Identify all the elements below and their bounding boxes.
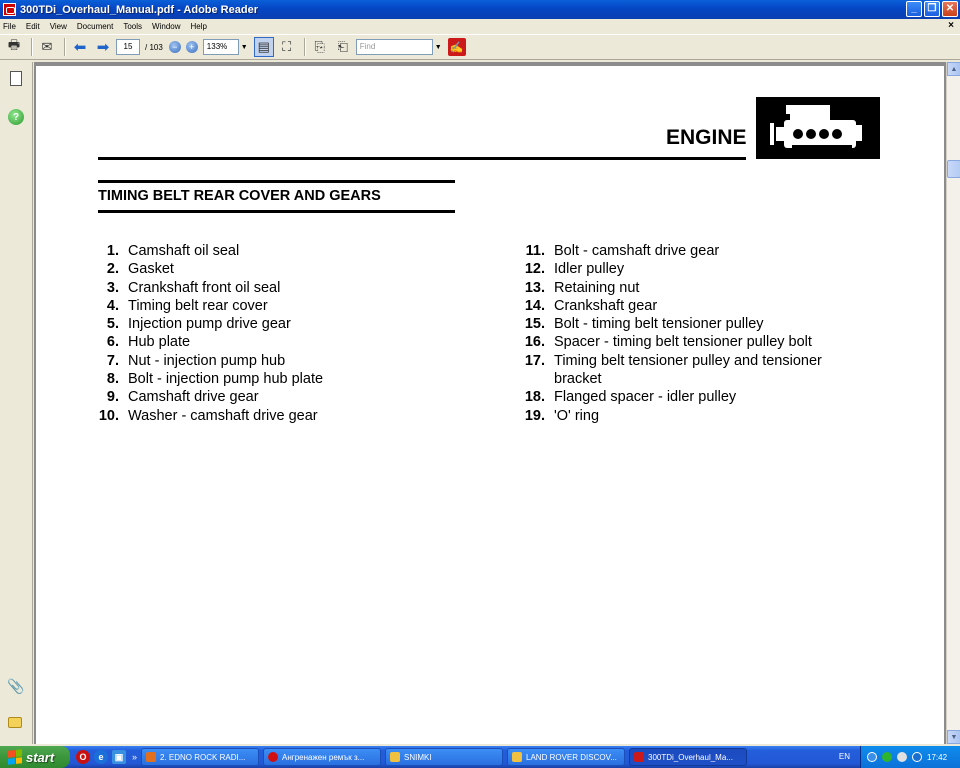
task-label: SNIMKI [404,752,432,762]
item-number: 3. [106,279,119,296]
item-number: 2. [106,261,119,278]
engine-logo-icon [756,97,880,159]
item-number: 5. [106,316,119,333]
parts-list-right [524,242,864,425]
menu-file[interactable]: File [3,22,16,31]
adobe-reader-icon [3,3,16,16]
opera-icon[interactable]: O [76,750,90,764]
close-document-button[interactable]: × [948,20,954,31]
minimize-button[interactable]: _ [906,1,922,17]
item-text: Washer - camshaft drive gear [128,407,318,424]
item-text: Injection pump drive gear [128,316,291,333]
item-text: Timing belt tensioner pulley and tensioner bracket [554,352,822,388]
scroll-down-icon[interactable]: ▼ [947,730,960,744]
item-number: 4. [106,297,119,314]
item-text: Camshaft drive gear [128,389,259,406]
list-item [98,242,478,260]
item-text: Nut - injection pump hub [128,352,286,369]
item-text: Spacer - timing belt tensioner pulley bolt [554,334,812,351]
fit-width-icon[interactable]: ▤ [254,37,274,57]
item-number: 10. [98,407,119,424]
scroll-thumb[interactable] [947,160,960,178]
page-total: / 103 [145,42,163,52]
zoom-input[interactable]: 133% [203,39,239,55]
item-number: 13. [524,279,545,296]
item-number: 14. [524,297,545,314]
internet-explorer-icon[interactable]: e [94,750,108,764]
list-item [98,279,478,297]
attachment-icon[interactable]: 📎 [7,677,25,694]
navigation-pane [0,62,33,744]
taskbar [0,746,960,768]
menu-edit[interactable]: Edit [25,22,40,31]
task-snimki-folder[interactable] [385,748,503,766]
item-text: Bolt - timing belt tensioner pulley [554,316,764,333]
fit-page-icon[interactable]: ⛶ [282,39,292,54]
section-rule-bottom [98,210,455,213]
list-item [524,315,864,333]
adobe-reader-icon [634,752,644,762]
previous-page-icon[interactable]: ⬅ [73,39,87,56]
task-land-rover-folder[interactable] [507,748,625,766]
item-number: 18. [524,389,545,406]
bluetooth-icon[interactable] [912,752,922,762]
help-icon[interactable]: ? [8,109,24,125]
item-text: Crankshaft front oil seal [128,279,281,296]
parts-list-left [98,242,478,425]
item-text: 'O' ring [554,407,600,424]
item-text: Timing belt rear cover [128,297,268,314]
start-label: start [26,749,55,765]
item-number: 12. [524,261,545,278]
list-item [98,260,478,278]
page-header: ENGINE [666,126,747,149]
folder-icon [390,752,400,762]
task-label: LAND ROVER DISCOV... [526,752,617,762]
toolbar-separator [64,38,66,56]
rotate-left-icon[interactable]: ⎘ [314,39,325,54]
show-desktop-icon[interactable]: ▣ [112,750,126,764]
winamp-icon [146,752,156,762]
item-number: 1. [106,243,119,259]
item-text: Gasket [128,261,174,278]
close-button[interactable]: ✕ [942,1,958,17]
list-item [524,407,864,425]
menu-document[interactable]: Document [76,22,114,31]
menu-bar [0,19,960,34]
item-number: 11. [525,243,545,259]
task-winamp[interactable] [141,748,259,766]
menu-window[interactable]: Window [152,22,181,31]
find-input[interactable]: Find [356,39,433,55]
toolbar [0,34,960,60]
system-tray [860,746,960,768]
page-number-input[interactable]: 15 [116,39,140,55]
header-rule [98,157,746,160]
item-number: 16. [524,334,545,351]
item-number: 19. [524,407,545,424]
item-number: 7. [106,352,119,369]
rotate-right-icon[interactable]: ⎗ [337,39,348,54]
section-title: TIMING BELT REAR COVER AND GEARS [98,188,381,204]
item-text: Camshaft oil seal [128,243,240,259]
list-item [524,388,864,406]
list-item [98,370,478,388]
list-item [524,333,864,351]
network-icon[interactable] [867,752,877,762]
zoom-in-icon[interactable]: + [186,41,198,53]
item-number: 6. [106,334,119,351]
adobe-pdf-icon[interactable]: ✍ [448,38,466,56]
item-text: Idler pulley [554,261,625,278]
scroll-up-icon[interactable]: ▲ [947,62,960,76]
menu-help[interactable]: Help [190,22,207,31]
windows-logo-icon [8,749,22,764]
item-text: Bolt - camshaft drive gear [554,243,720,259]
email-icon[interactable]: ✉ [41,39,53,54]
item-text: Flanged spacer - idler pulley [554,389,737,406]
comments-icon[interactable] [8,717,22,728]
toolbar-separator [31,38,33,56]
section-rule-top [98,180,455,183]
task-label: 300TDi_Overhaul_Ma... [648,752,733,762]
start-button[interactable] [0,746,70,768]
pdf-page [36,66,944,744]
item-text: Retaining nut [554,279,640,296]
vertical-scrollbar[interactable] [946,62,960,744]
quick-launch-chevron-icon[interactable]: » [132,752,138,762]
list-item [524,297,864,315]
document-view[interactable] [34,62,946,744]
zoom-out-icon[interactable]: − [169,41,181,53]
item-text: Bolt - injection pump hub plate [128,371,324,388]
list-item [98,407,478,425]
window-title: 300TDi_Overhaul_Manual.pdf - Adobe Reader [20,3,258,16]
list-item [524,352,864,389]
zoom-dropdown-icon[interactable]: ▼ [240,43,248,51]
task-label: Ангренажен ремък з... [282,752,365,762]
list-item [98,333,478,351]
list-item [524,260,864,278]
language-indicator[interactable]: EN [838,752,850,761]
print-icon[interactable]: 🖶 [7,37,21,52]
list-item [524,279,864,297]
maximize-button[interactable]: ❐ [924,1,940,17]
task-adobe-reader[interactable] [629,748,747,766]
folder-icon [512,752,522,762]
item-number: 15. [524,316,545,333]
menu-view[interactable]: View [49,22,67,31]
item-number: 8. [106,371,119,388]
volume-icon[interactable] [897,752,907,762]
next-page-icon[interactable]: ➡ [96,39,110,56]
opera-icon [268,752,278,762]
security-icon[interactable] [882,752,892,762]
clock: 17:42 [927,752,948,762]
item-text: Crankshaft gear [554,297,658,314]
quick-launch [76,750,137,764]
list-item [98,315,478,333]
task-opera[interactable] [263,748,381,766]
title-bar [0,0,960,19]
item-text: Hub plate [128,334,191,351]
list-item [524,242,864,260]
find-dropdown-icon[interactable]: ▼ [434,43,442,51]
list-item [98,388,478,406]
item-number: 17. [524,352,545,369]
list-item [98,352,478,370]
list-item [98,297,478,315]
item-number: 9. [106,389,119,406]
menu-tools[interactable]: Tools [123,22,143,31]
task-label: 2. EDNO ROCK RADI... [160,752,246,762]
toolbar-separator [304,38,306,56]
pages-icon[interactable] [10,71,22,86]
